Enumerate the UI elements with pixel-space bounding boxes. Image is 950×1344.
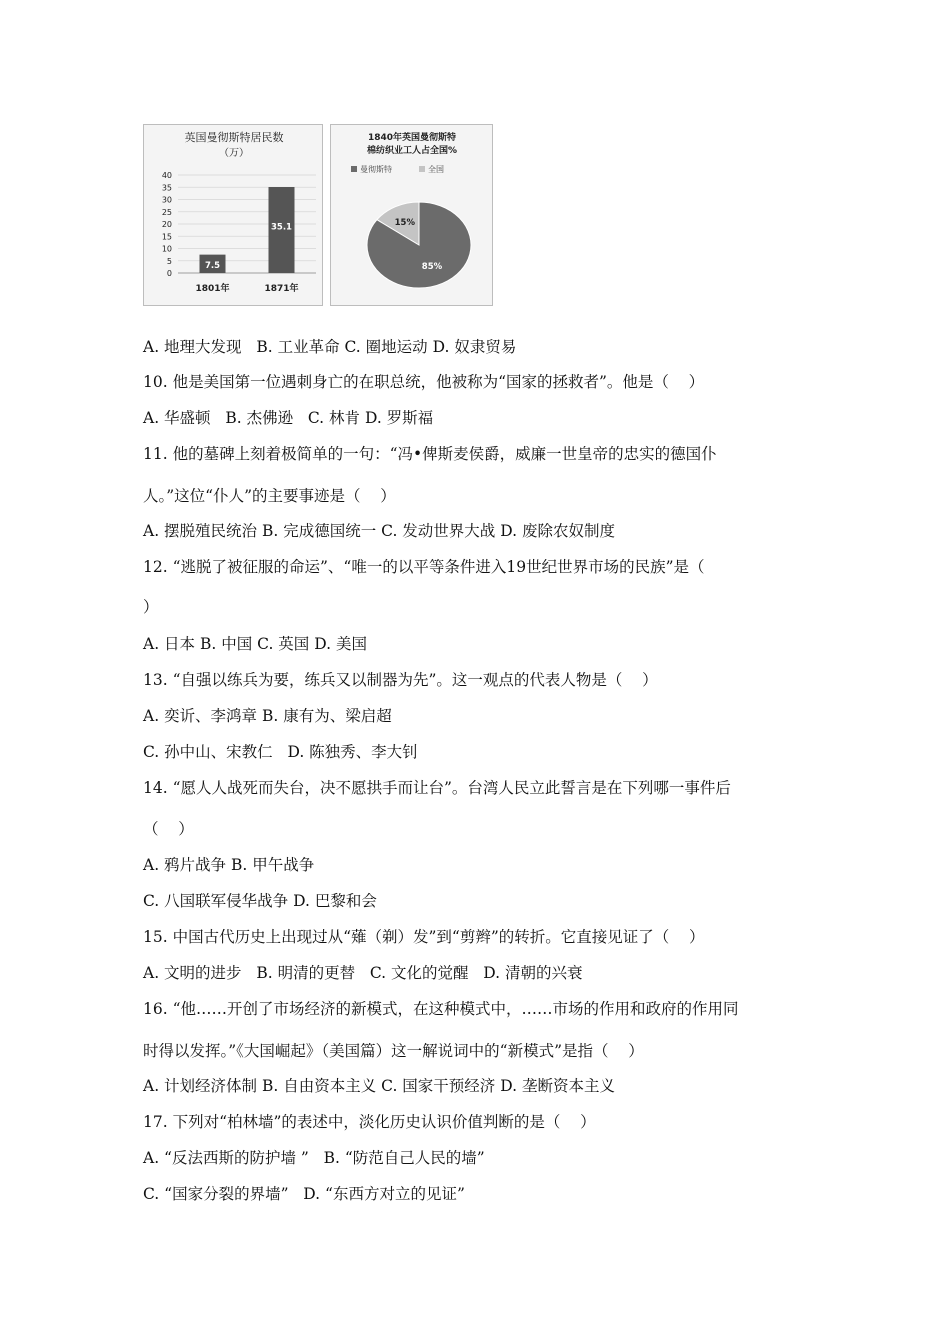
q13-options-cd: C. 孙中山、宋教仁 D. 陈独秀、李大钊 <box>143 743 418 761</box>
q12-options: A. 日本 B. 中国 C. 英国 D. 美国 <box>143 635 367 653</box>
q10-options: A. 华盛顿 B. 杰佛逊 C. 林肯 D. 罗斯福 <box>143 409 434 427</box>
q10-stem: 10. 他是美国第一位遇刺身亡的在职总统，他被称为“国家的拯救者”。他是（ ） <box>143 373 705 391</box>
pie-legend-swatch <box>419 166 425 172</box>
bar-y-tick-label: 5 <box>166 256 172 266</box>
q17-options-cd: C. “国家分裂的界墙” D. “东西方对立的见证” <box>143 1185 465 1203</box>
q14-options-cd: C. 八国联军侵华战争 D. 巴黎和会 <box>143 892 377 910</box>
q14-stem: 14. “愿人人战死而失台，决不愿拱手而让台”。台湾人民立此誓言是在下列哪一事件后 <box>143 779 731 797</box>
bar-x-tick-label: 1801年 <box>195 284 230 294</box>
pie-legend-label: 全国 <box>428 165 444 174</box>
pie-legend-label: 曼彻斯特 <box>360 165 392 174</box>
figure <box>143 124 493 306</box>
pie-chart-title-line2: 棉纺织业工人占全国% <box>366 146 458 156</box>
pie-legend-swatch <box>351 166 357 172</box>
q12-stem-cont: ） <box>143 598 159 616</box>
q16-stem-cont: 时得以发挥。”《大国崛起》（美国篇）这一解说词中的“新模式”是指（ ） <box>143 1042 644 1060</box>
bar-chart-subtitle: （万） <box>219 148 249 159</box>
q13-stem: 13. “自强以练兵为要，练兵又以制器为先”。这一观点的代表人物是（ ） <box>143 671 658 689</box>
bar-y-tick-label: 30 <box>161 195 172 205</box>
pie-chart-title-line1: 1840年英国曼彻斯特 <box>367 133 457 143</box>
q15-stem: 15. 中国古代历史上出现过从“薙（剃）发”到“剪辫”的转折。它直接见证了（ ） <box>143 928 705 946</box>
bar-y-tick-label: 25 <box>161 207 172 217</box>
bar-chart-panel <box>143 124 323 306</box>
bar-data-label: 7.5 <box>204 260 221 271</box>
q11-options: A. 摆脱殖民统治 B. 完成德国统一 C. 发动世界大战 D. 废除农奴制度 <box>143 522 615 540</box>
bar-x-tick-label: 1871年 <box>264 284 299 294</box>
q15-options: A. 文明的进步 B. 明清的更替 C. 文化的觉醒 D. 清朝的兴衰 <box>143 964 583 982</box>
pie-chart <box>331 125 494 307</box>
bar-y-tick-label: 0 <box>166 269 172 278</box>
bar-y-tick-label: 35 <box>161 183 172 193</box>
q17-stem: 17. 下列对“柏林墙”的表述中，淡化历史认识价值判断的是（ ） <box>143 1113 596 1131</box>
q12-stem: 12. “逃脱了被征服的命运”、“唯一的以平等条件进入19世纪世界市场的民族”是（ <box>143 558 705 576</box>
q9-options: A. 地理大发现 B. 工业革命 C. 圈地运动 D. 奴隶贸易 <box>143 338 517 356</box>
q17-options-ab: A. “反法西斯的防护墙 ” B. “防范自己人民的墙” <box>143 1149 485 1167</box>
bar-chart <box>144 125 324 307</box>
q13-options-ab: A. 奕䜣、李鸿章 B. 康有为、梁启超 <box>143 707 392 725</box>
pie-chart-panel <box>330 124 493 306</box>
bar-y-tick-label: 20 <box>161 220 172 229</box>
q14-stem-cont: （ ） <box>143 820 194 838</box>
pie-slice-label: 15% <box>394 218 416 229</box>
q11-stem: 11. 他的墓碑上刻着极简单的一句：“冯•俾斯麦侯爵，威廉一世皇帝的忠实的德国仆 <box>143 445 717 463</box>
q11-stem-cont: 人。”这位“仆人”的主要事迹是（ ） <box>143 487 396 505</box>
pie-slice-label: 85% <box>421 262 443 273</box>
q16-stem: 16. “他……开创了市场经济的新模式，在这种模式中，……市场的作用和政府的作用同 <box>143 1000 739 1018</box>
q16-options: A. 计划经济体制 B. 自由资本主义 C. 国家干预经济 D. 垄断资本主义 <box>143 1077 615 1095</box>
q14-options-ab: A. 鸦片战争 B. 甲午战争 <box>143 856 315 874</box>
bar-y-tick-label: 15 <box>161 232 172 242</box>
bar-data-label: 35.1 <box>271 222 292 233</box>
bar-y-tick-label: 10 <box>161 244 172 254</box>
bar-chart-title: 英国曼彻斯特居民数 <box>184 131 284 144</box>
bar-y-tick-label: 40 <box>161 171 172 180</box>
